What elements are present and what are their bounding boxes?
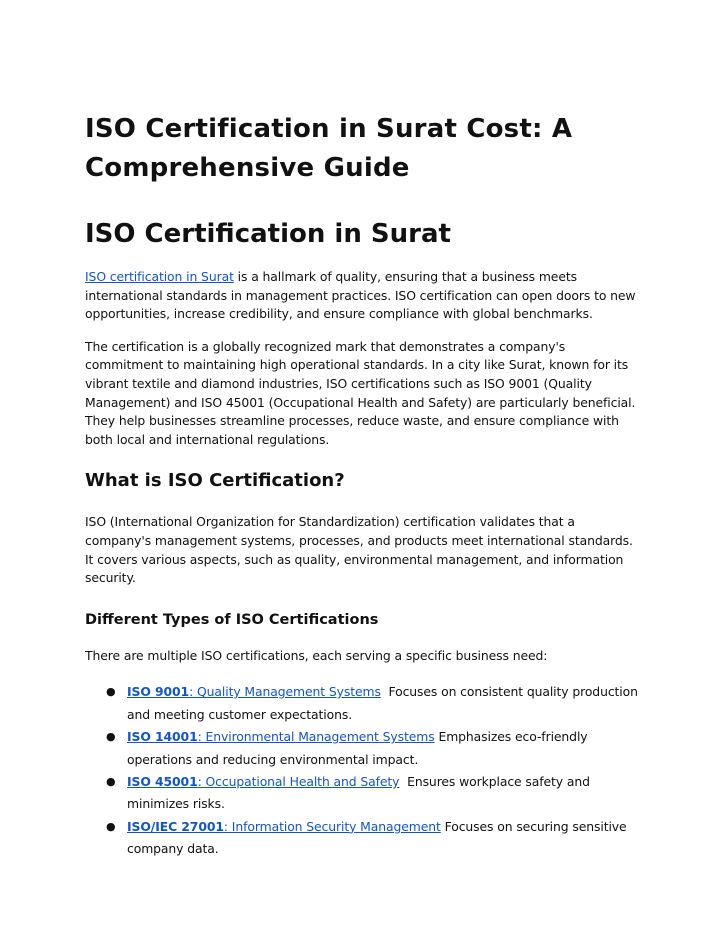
list-item bbox=[85, 681, 640, 726]
iso-name: : Information Security Management bbox=[223, 818, 441, 834]
bullet-icon: ● bbox=[106, 685, 116, 699]
iso-code: ISO 9001 bbox=[127, 684, 190, 700]
iso-types-list bbox=[85, 681, 640, 860]
iso-27001-link[interactable] bbox=[127, 819, 441, 834]
document-body bbox=[85, 110, 640, 861]
list-item bbox=[85, 816, 640, 861]
iso-45001-link[interactable] bbox=[127, 774, 399, 789]
bullet-icon: ● bbox=[106, 819, 116, 833]
list-item bbox=[85, 726, 640, 771]
types-intro: There are multiple ISO certifications, each serving a specific business need: bbox=[85, 647, 548, 663]
section-heading: ISO Certification in Surat bbox=[85, 219, 451, 249]
iso-description: Ensures workplace safety and minimizes risks. bbox=[127, 773, 594, 812]
surat-paragraph: The certification is a globally recognized mark that demonstrates a company's commitment to maintaining high operational standards. In a city like Surat, known for its vibrant textile and diamond industries, ISO certifications such as ISO 9001 (Quality Management) and ISO 45001 (Occupational Health and Safety) are particularly beneficial. They help businesses streamline processes, reduce waste, and ensure compliance with both local and international regulations. bbox=[85, 338, 636, 447]
iso-code: ISO/IEC 27001 bbox=[127, 818, 224, 834]
iso-14001-link[interactable] bbox=[127, 729, 435, 744]
document-title: ISO Certification in Surat Cost: A Comprehensive Guide bbox=[85, 114, 573, 183]
iso-code: ISO 45001 bbox=[127, 773, 198, 789]
iso-description: Focuses on consistent quality production and meeting customer expectations. bbox=[127, 684, 642, 722]
iso-code: ISO 14001 bbox=[127, 729, 198, 745]
iso-name: : Quality Management Systems bbox=[189, 684, 381, 700]
intro-text: is a hallmark of quality, ensuring that a business meets international standards in management practices. ISO certification can open doors to new opportunities, increase credibility, and ensure compliance with global benchmarks. bbox=[85, 269, 636, 322]
bullet-icon: ● bbox=[106, 774, 116, 788]
bullet-icon: ● bbox=[106, 730, 116, 744]
iso-9001-link[interactable] bbox=[127, 684, 381, 699]
iso-description: Emphasizes eco-friendly operations and reducing environmental impact. bbox=[127, 729, 592, 767]
iso-name: : Environmental Management Systems bbox=[197, 729, 435, 745]
iso-description: Focuses on securing sensitive company data. bbox=[127, 818, 631, 857]
intro-paragraph bbox=[85, 268, 640, 324]
what-is-paragraph: ISO (International Organization for Standardization) certification validates that a company's management systems, processes, and products meet international standards. It covers various aspects, such as quality, environmental management, and information security. bbox=[85, 514, 633, 586]
iso-surat-link[interactable]: ISO certification in Surat bbox=[85, 269, 234, 284]
list-item bbox=[85, 771, 640, 816]
what-is-heading: What is ISO Certification? bbox=[85, 470, 345, 492]
types-heading: Different Types of ISO Certifications bbox=[85, 611, 379, 628]
iso-name: : Occupational Health and Safety bbox=[197, 773, 400, 789]
